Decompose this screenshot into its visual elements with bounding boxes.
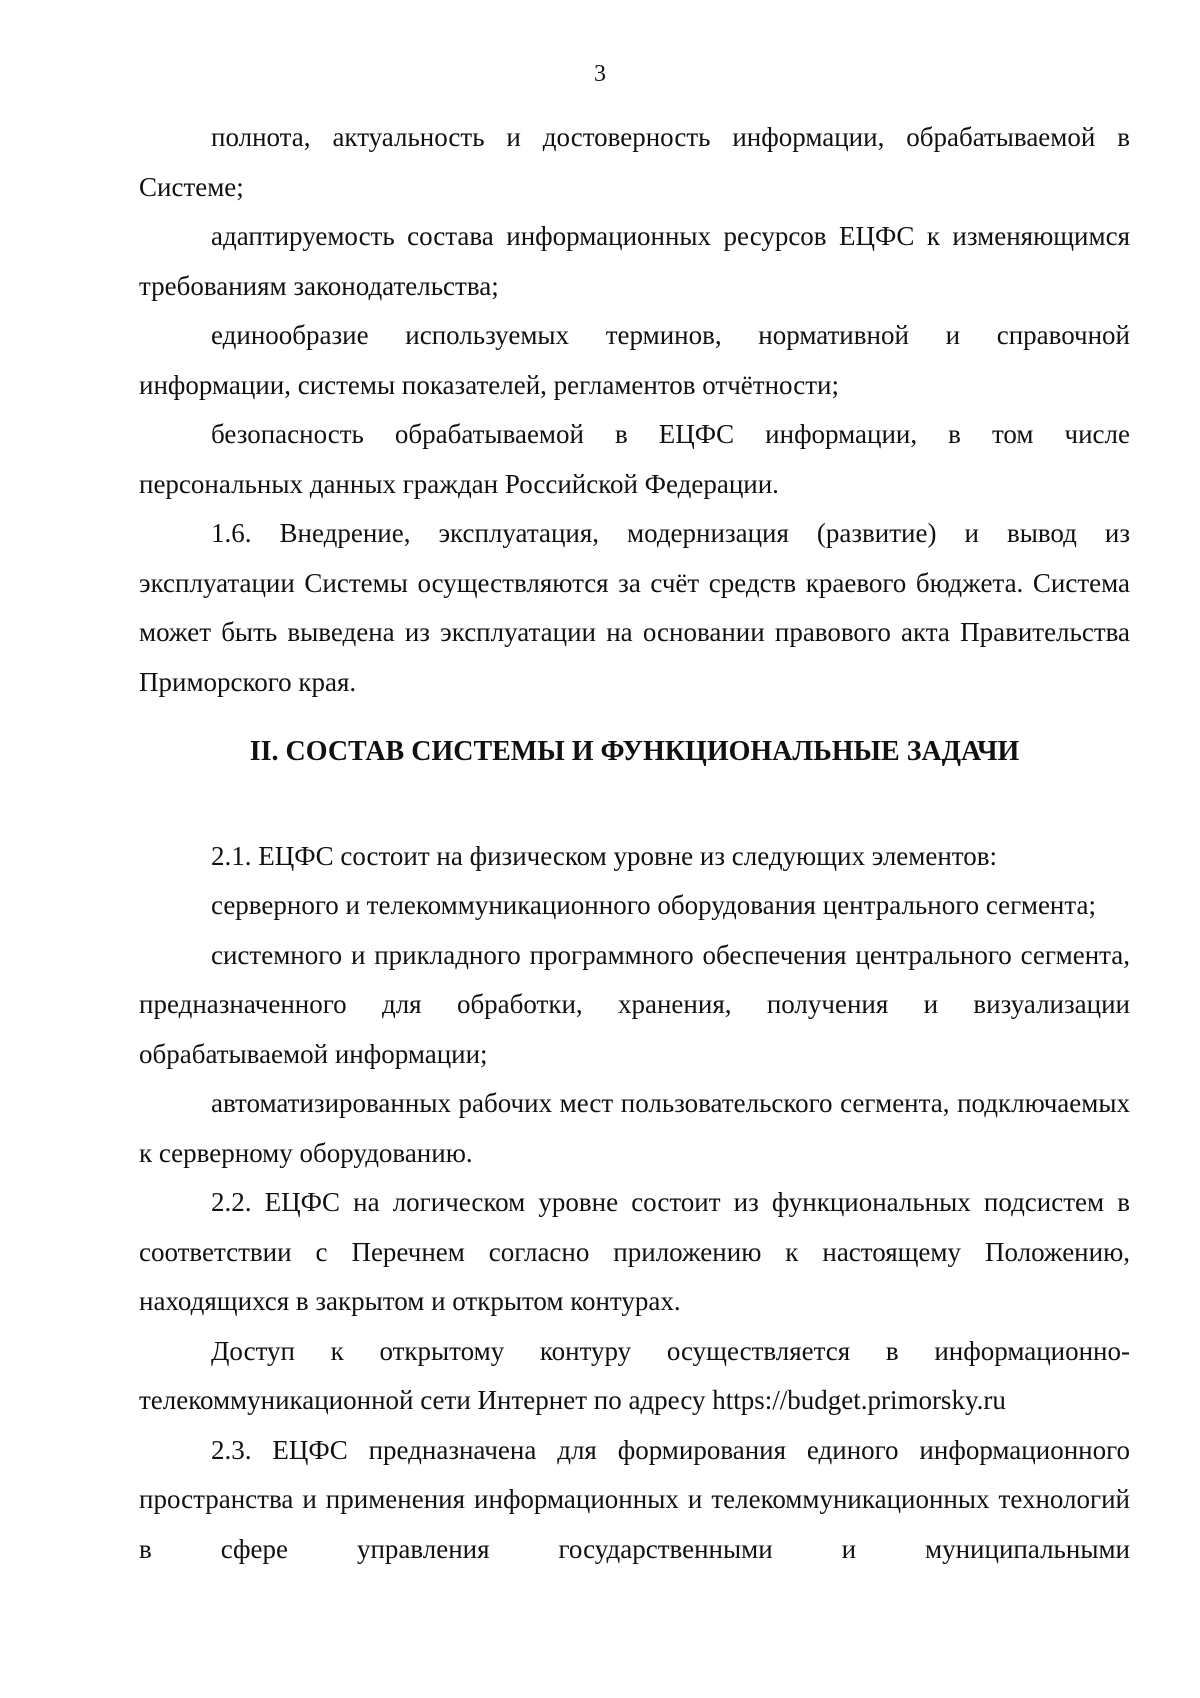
paragraph-adaptability: адаптируемость состава информационных ресурсов ЕЦФС к изменяющимся требованиям законодательства; [139, 221, 1130, 301]
paragraph-2-2: 2.2. ЕЦФС на логическом уровне состоит из функциональных подсистем в соответствии с Перечнем согласно приложению к настоящему Положению, находящихся в закрытом и открытом контурах. [139, 1187, 1130, 1316]
section-heading: II. СОСТАВ СИСТЕМЫ И ФУНКЦИОНАЛЬНЫЕ ЗАДАЧИ [249, 736, 1020, 767]
paragraph-workstations: автоматизированных рабочих мест пользовательского сегмента, подключаемых к серверному оборудованию. [139, 1088, 1130, 1168]
paragraph-security: безопасность обрабатываемой в ЕЦФС информации, в том числе персональных данных граждан Российской Федерации. [139, 419, 1130, 499]
paragraph-access: Доступ к открытому контуру осуществляется в информационно-телекоммуникационной сети Интернет по адресу https://budget.primorsky.ru [139, 1335, 1130, 1415]
paragraph-2-1: 2.1. ЕЦФС состоит на физическом уровне из следующих элементов: [211, 840, 997, 871]
page-number: 3 [594, 61, 606, 87]
document-body [139, 113, 1130, 1574]
paragraph-1-6: 1.6. Внедрение, эксплуатация, модернизация (развитие) и вывод из эксплуатации Системы осуществляются за счёт средств краевого бюджета. Система может быть выведена из эксплуатации на основании правового акта Правительства Приморского края. [139, 518, 1130, 697]
paragraph-server-equipment: серверного и телекоммуникационного оборудования центрального сегмента; [211, 890, 1096, 920]
paragraph-uniformity: единообразие используемых терминов, нормативной и справочной информации, системы показателей, регламентов отчётности; [139, 320, 1130, 400]
paragraph-software: системного и прикладного программного обеспечения центрального сегмента, предназначенного для обработки, хранения, получения и визуализации обрабатываемой информации; [139, 939, 1130, 1069]
paragraph-completeness: полнота, актуальность и достоверность информации, обрабатываемой в Системе; [139, 122, 1130, 202]
paragraph-2-3: 2.3. ЕЦФС предназначена для формирования единого информационного пространства и применения информационных и телекоммуникационных технологий в сфере управления государственными и муниципальными [139, 1434, 1130, 1564]
